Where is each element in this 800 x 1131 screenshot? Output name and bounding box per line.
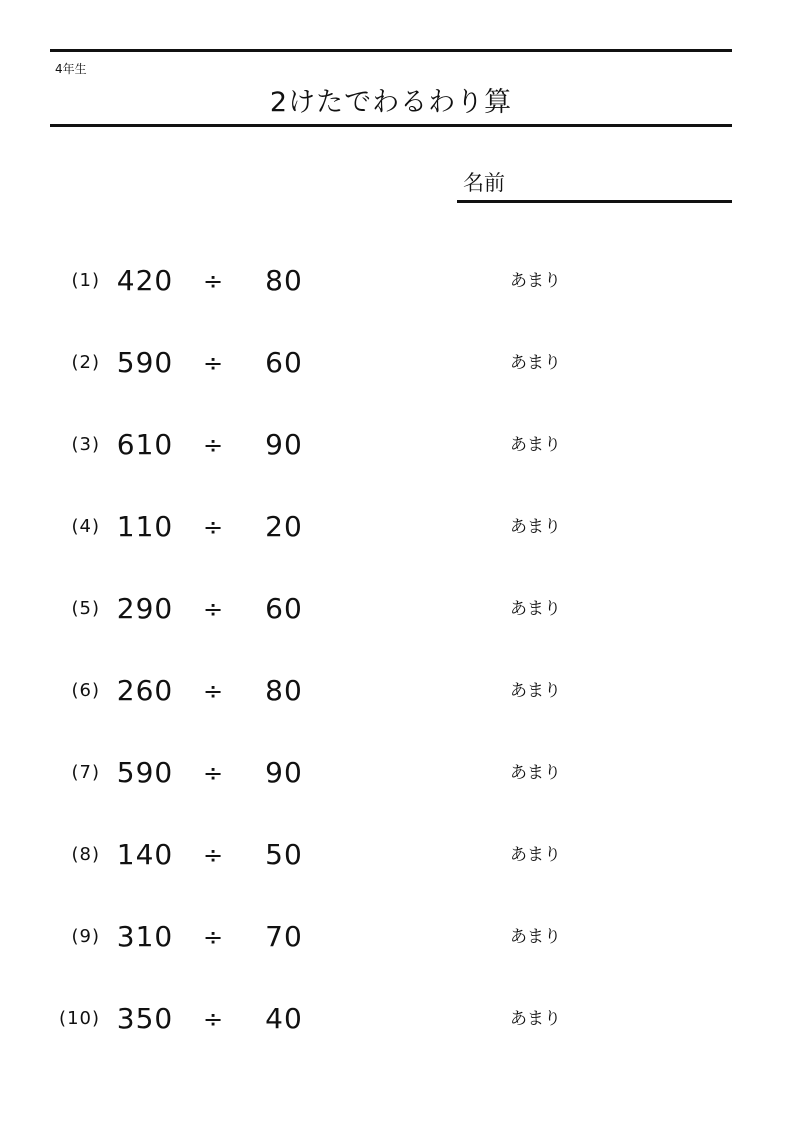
division-sign: ÷ — [202, 513, 224, 541]
problem-number: (1) — [71, 270, 100, 291]
problem-number: (8) — [71, 844, 100, 865]
dividend: 290 — [116, 592, 174, 625]
problem-row — [0, 343, 800, 383]
problem-row — [0, 425, 800, 465]
division-sign: ÷ — [202, 595, 224, 623]
division-sign: ÷ — [202, 923, 224, 951]
grade-label: 4年生 — [55, 62, 87, 76]
dividend: 590 — [116, 346, 174, 379]
problem-row — [0, 589, 800, 629]
divisor: 60 — [265, 592, 303, 625]
dividend: 310 — [116, 920, 174, 953]
remainder-label: あまり — [510, 1009, 561, 1029]
problem-row — [0, 835, 800, 875]
problem-row — [0, 671, 800, 711]
division-sign: ÷ — [202, 349, 224, 377]
dividend: 140 — [116, 838, 174, 871]
division-sign: ÷ — [202, 841, 224, 869]
division-sign: ÷ — [202, 1005, 224, 1033]
problem-row — [0, 753, 800, 793]
division-sign: ÷ — [202, 759, 224, 787]
divisor: 40 — [265, 1002, 303, 1035]
divisor: 80 — [265, 264, 303, 297]
divisor: 60 — [265, 346, 303, 379]
dividend: 350 — [116, 1002, 174, 1035]
remainder-label: あまり — [510, 517, 561, 537]
division-sign: ÷ — [202, 431, 224, 459]
problem-number: (5) — [71, 598, 100, 619]
problem-number: (9) — [71, 926, 100, 947]
dividend: 260 — [116, 674, 174, 707]
dividend: 420 — [116, 264, 174, 297]
division-sign: ÷ — [202, 267, 224, 295]
divisor: 20 — [265, 510, 303, 543]
worksheet-title: 2けたでわるわり算 — [269, 87, 513, 118]
problem-row — [0, 917, 800, 957]
problem-number: (4) — [71, 516, 100, 537]
problem-number: (6) — [71, 680, 100, 701]
remainder-label: あまり — [510, 845, 561, 865]
remainder-label: あまり — [510, 435, 561, 455]
division-sign: ÷ — [202, 677, 224, 705]
dividend: 110 — [116, 510, 174, 543]
divisor: 90 — [265, 756, 303, 789]
remainder-label: あまり — [510, 681, 561, 701]
remainder-label: あまり — [510, 763, 561, 783]
problem-number: (3) — [71, 434, 100, 455]
problem-row — [0, 261, 800, 301]
divisor: 70 — [265, 920, 303, 953]
remainder-label: あまり — [510, 353, 561, 373]
problem-number: (2) — [71, 352, 100, 373]
remainder-label: あまり — [510, 599, 561, 619]
problem-number: (7) — [71, 762, 100, 783]
problem-row — [0, 507, 800, 547]
dividend: 590 — [116, 756, 174, 789]
divisor: 80 — [265, 674, 303, 707]
name-label: 名前 — [463, 171, 505, 195]
dividend: 610 — [116, 428, 174, 461]
divisor: 50 — [265, 838, 303, 871]
remainder-label: あまり — [510, 271, 561, 291]
remainder-label: あまり — [510, 927, 561, 947]
problem-row — [0, 999, 800, 1039]
divisor: 90 — [265, 428, 303, 461]
problem-number: (10) — [59, 1008, 100, 1029]
